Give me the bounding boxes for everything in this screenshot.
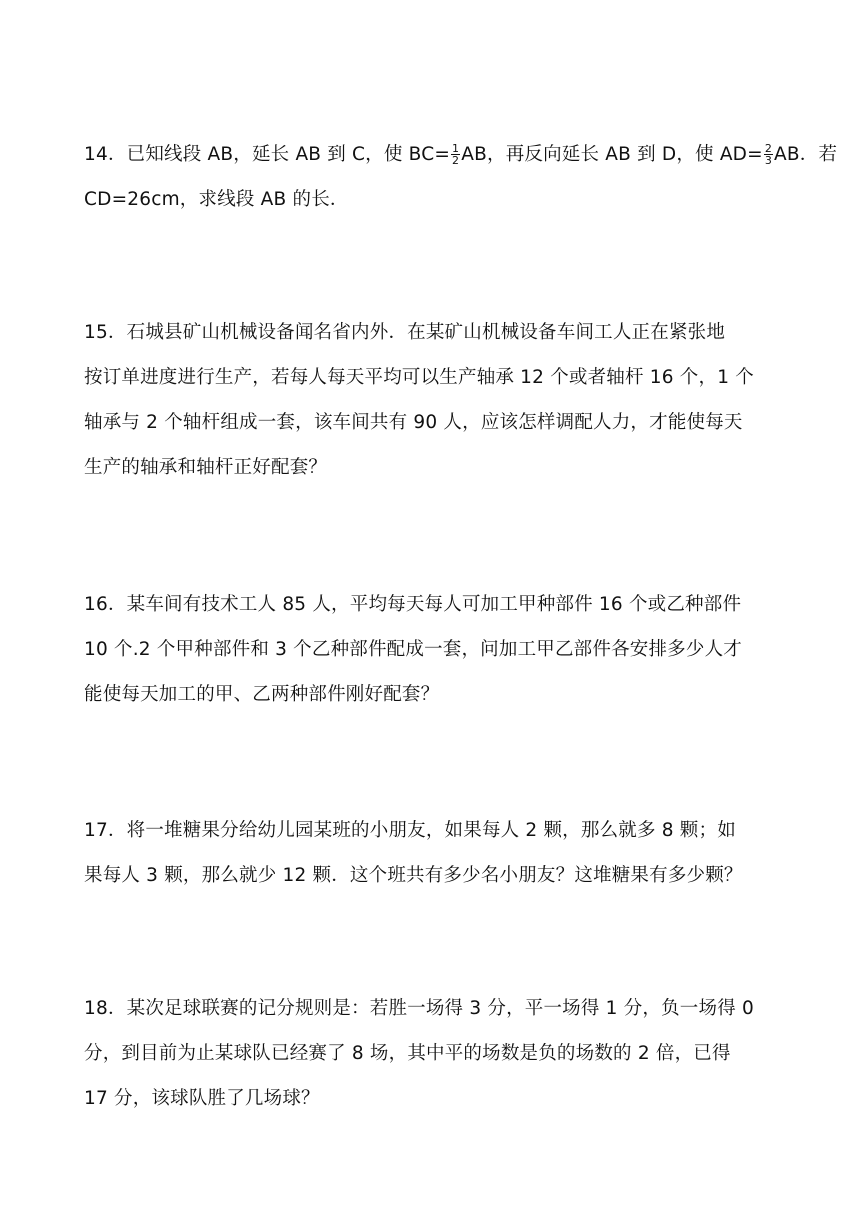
problem-15 [84,310,784,490]
fraction-numerator: 2 [764,141,773,155]
problem-14-text-c: AB．若 [774,144,838,165]
problem-17-line-1: 17．将一堆糖果分给幼儿园某班的小朋友，如果每人 2 颗，那么就多 8 颗；如 [84,820,736,841]
problem-15-line-3: 轴承与 2 个轴杆组成一套，该车间共有 90 人，应该怎样调配人力，才能使每天 [84,412,743,433]
problem-17 [84,808,784,898]
fraction-two-thirds [764,143,773,166]
problem-16-line-3: 能使每天加工的甲、乙两种部件刚好配套？ [84,684,440,705]
problem-18 [84,986,784,1121]
fraction-one-half [451,143,460,166]
problem-14-line-1 [84,132,838,177]
problem-18-line-3: 17 分，该球队胜了几场球？ [84,1088,320,1109]
problem-14-line-2: CD=26cm，求线段 AB 的长． [84,189,349,210]
problem-18-line-2: 分，到目前为止某球队已经赛了 8 场，其中平的场数是负的场数的 2 倍，已得 [84,1043,731,1064]
problem-18-line-1: 18．某次足球联赛的记分规则是：若胜一场得 3 分，平一场得 1 分，负一场得 0 [84,998,754,1019]
problem-15-line-2: 按订单进度进行生产，若每人每天平均可以生产轴承 12 个或者轴杆 16 个，1 个 [84,367,754,388]
problem-14-text-b: AB，再反向延长 AB 到 D，使 AD= [461,144,763,165]
problem-14-text-a: 14．已知线段 AB，延长 AB 到 C，使 BC= [84,144,451,165]
problem-16 [84,582,784,717]
fraction-numerator: 1 [452,141,460,155]
fraction-denominator: 2 [452,153,460,167]
problem-14 [84,132,838,222]
problem-16-line-1: 16．某车间有技术工人 85 人，平均每天每人可加工甲种部件 16 个或乙种部件 [84,594,742,615]
problem-16-line-2: 10 个.2 个甲种部件和 3 个乙种部件配成一套，问加工甲乙部件各安排多少人才 [84,639,742,660]
problem-15-line-1: 15．石城县矿山机械设备闻名省内外．在某矿山机械设备车间工人正在紧张地 [84,322,726,343]
problem-15-line-4: 生产的轴承和轴杆正好配套？ [84,457,328,478]
fraction-denominator: 3 [764,153,773,167]
problem-17-line-2: 果每人 3 颗，那么就少 12 颗．这个班共有多少名小朋友？这堆糖果有多少颗？ [84,865,743,886]
